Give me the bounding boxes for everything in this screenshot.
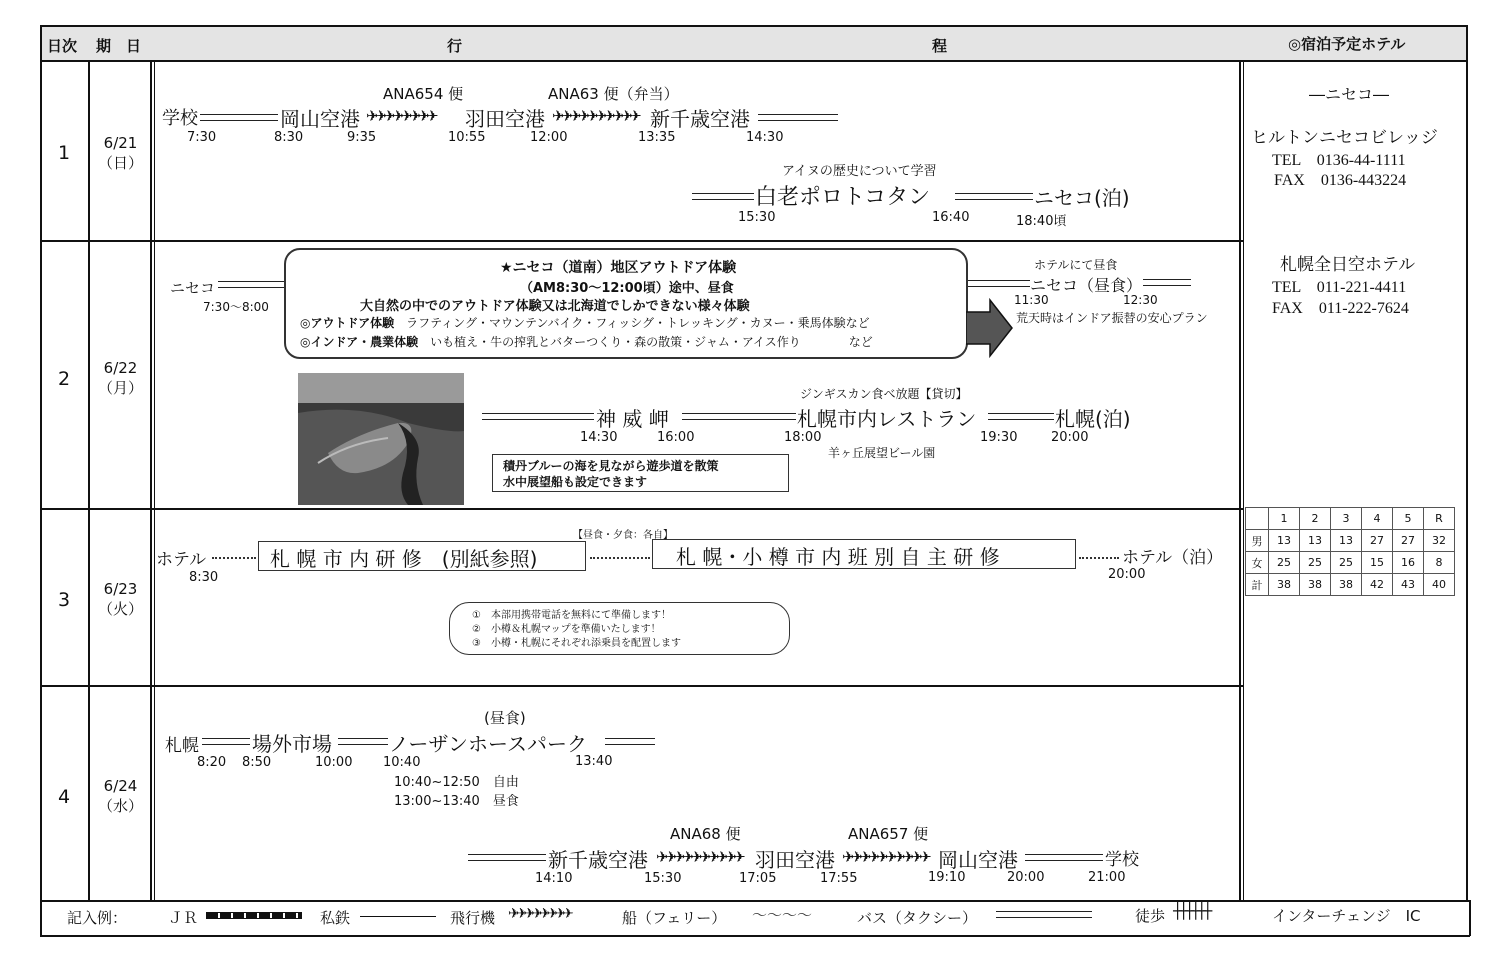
time: 8:30 [189, 570, 219, 585]
day-date: 6/24 （水） [97, 777, 143, 815]
hotel-name: ヒルトンニセコビレッジ [1251, 128, 1438, 148]
day-number: 2 [58, 368, 71, 390]
box-title: ★ニセコ（道南）地区アウトドア体験 [500, 260, 737, 276]
legend-label: 記入例： [67, 909, 128, 927]
note: ホテルにて昼食 [1034, 258, 1118, 272]
note: 荒天時はインドア振替の安心プラン [1016, 311, 1208, 325]
legend-bus: バス（タクシー） [857, 909, 978, 927]
time: 17:55 [820, 871, 858, 886]
rail-line-icon [360, 916, 436, 917]
time: 13:35 [638, 130, 676, 145]
time: 15:30 [738, 210, 776, 225]
time: 12:00 [530, 130, 568, 145]
time: 20:00 [1108, 567, 1146, 582]
flight-label: ANA657 便 [848, 825, 929, 843]
flight-label: ANA654 便 [383, 85, 464, 103]
arrow-right-icon [966, 298, 1014, 360]
plane-route: ✈✈✈✈✈✈✈✈ [366, 107, 435, 125]
place-hotel: ホテル（泊） [1122, 548, 1224, 568]
cape-photo [298, 373, 464, 505]
place-northern-horse-park: ノーザンホースパーク [389, 732, 587, 756]
legend-jr: ＪＲ [168, 909, 199, 927]
training-label: 札 幌 市 内 研 修 (別紙参照) [270, 547, 538, 571]
time: 16:40 [932, 210, 970, 225]
time: 15:30 [644, 871, 682, 886]
walk-line-icon: ┼┼┼┼┼┼ [1173, 902, 1210, 920]
time: 8:30 [274, 130, 304, 145]
ship-line-icon: ～～～～ [752, 906, 813, 924]
time: 21:00 [1088, 870, 1126, 885]
legend-private-rail: 私鉄 [320, 909, 351, 927]
time: 12:30 [1123, 293, 1158, 307]
place-haneda-airport: 羽田空港 [755, 848, 835, 872]
plane-route: ✈✈✈✈✈✈✈✈✈✈ [656, 848, 742, 866]
place-haneda-airport: 羽田空港 [465, 107, 545, 131]
day-number: 1 [58, 142, 71, 164]
plane-route: ✈✈✈✈✈✈✈✈✈✈ [842, 848, 928, 866]
hotel-tel: TEL 0136-44-1111 [1272, 152, 1406, 169]
hotel-fax: FAX 0136-443224 [1274, 172, 1407, 189]
time: 17:05 [739, 871, 777, 886]
time: 8:50 [242, 755, 272, 770]
schedule: 10:40~12:50 自由 [394, 775, 519, 790]
time: 20:00 [1007, 870, 1045, 885]
time: 14:30 [746, 130, 784, 145]
day-date: 6/22 （月） [97, 359, 143, 397]
box-line: 大自然の中でのアウトドア体験又は北海道でしかできない様々体験 [360, 299, 750, 314]
time: 14:30 [580, 430, 618, 445]
day-number: 3 [58, 589, 71, 611]
flight-label: ANA63 便（弁当） [548, 85, 679, 103]
place-shinchitose-airport: 新千歳空港 [650, 107, 750, 131]
time: 20:00 [1051, 430, 1089, 445]
place-sapporo-restaurant: 札幌市内レストラン [797, 407, 977, 431]
legend-walk: 徒歩 [1135, 907, 1166, 925]
room-table [1245, 507, 1455, 596]
place-sapporo: 札幌(泊) [1055, 407, 1131, 431]
time: 14:10 [535, 871, 573, 886]
table-row: 1 2 3 4 5 R [1246, 508, 1455, 530]
box-line: （AM8:30～12:00頃）途中、昼食 [520, 281, 734, 296]
hotel-area: ―ニセコ― [1309, 85, 1390, 104]
time: 10:00 [315, 755, 353, 770]
place-okayama-airport: 岡山空港 [280, 107, 360, 131]
time: 8:20 [197, 755, 227, 770]
place-shinchitose-airport: 新千歳空港 [548, 848, 648, 872]
time: 18:00 [784, 430, 822, 445]
day-number: 4 [58, 786, 71, 808]
table-row: 計 38 38 38 42 43 40 [1246, 574, 1455, 596]
legend-ic: インターチェンジ IC [1272, 907, 1421, 925]
training-label: 札 幌・小 樽 市 内 班 別 自 主 研 修 [676, 545, 1000, 569]
box-line: ◎インドア・農業体験 いも植え・牛の搾乳とバターつくり・森の散策・ジャム・アイス作り など [300, 335, 873, 349]
header-date: 期 日 [96, 37, 142, 55]
legend-plane: 飛行機 [450, 909, 496, 927]
note: ③ 小樽・札幌にそれぞれ添乗員を配置します [472, 638, 681, 649]
note: アイヌの歴史について学習 [782, 164, 937, 179]
lunch-label: (昼食) [484, 709, 526, 727]
plane-line-icon: ✈✈✈✈✈✈✈✈ [508, 906, 570, 922]
place-shiraoi: 白老ポロトコタン [755, 185, 931, 210]
time: 19:30 [980, 430, 1018, 445]
place-hotel: ホテル [156, 550, 207, 570]
time: 7:30 [187, 130, 217, 145]
table-row: 男 13 13 13 27 27 32 [1246, 530, 1455, 552]
note: ① 本部用携帯電話を無料にて準備します！ [472, 610, 671, 621]
place-school: 学校 [1105, 850, 1139, 870]
hotel-fax: FAX 011-222-7624 [1272, 300, 1409, 317]
day-date: 6/23 （火） [97, 580, 143, 618]
header-itinerary-2: 程 [932, 37, 948, 55]
note: 【昼食・夕食：各自】 [573, 530, 673, 541]
time: 7:30～8:00 [203, 300, 269, 314]
place-niseko: ニセコ(泊) [1034, 186, 1130, 210]
header-day: 日次 [47, 37, 78, 55]
time: 16:00 [657, 430, 695, 445]
schedule: 13:00~13:40 昼食 [394, 794, 519, 809]
header-itinerary-1: 行 [447, 37, 463, 55]
bus-line-icon [996, 911, 1092, 918]
time: 19:10 [928, 870, 966, 885]
flight-label: ANA68 便 [670, 825, 741, 843]
time: 13:40 [575, 754, 613, 769]
header-hotel: ◎宿泊予定ホテル [1288, 35, 1406, 53]
note: 積丹ブルーの海を見ながら遊歩道を散策 [503, 459, 719, 473]
time: 9:35 [347, 130, 377, 145]
legend-ship: 船（フェリー） [622, 909, 727, 927]
time: 11:30 [1014, 293, 1049, 307]
place-okayama-airport: 岡山空港 [938, 848, 1018, 872]
note: ② 小樽＆札幌マップを準備いたします！ [472, 624, 661, 635]
note: ジンギスカン食べ放題【貸切】 [800, 387, 968, 401]
hotel-tel: TEL 011-221-4411 [1272, 279, 1407, 296]
note: 水中展望船も設定できます [503, 475, 648, 489]
hotel-name: 札幌全日空ホテル [1280, 255, 1416, 275]
place-market: 場外市場 [252, 732, 332, 756]
jr-line-icon [206, 912, 302, 919]
box-line: ◎アウトドア体験 ラフティング・マウンテンバイク・フィッシグ・トレッキング・カヌー・乗馬体験など [300, 316, 870, 330]
place-niseko-lunch: ニセコ（昼食） [1030, 276, 1143, 295]
place-school: 学校 [162, 108, 198, 129]
time: 10:40 [383, 755, 421, 770]
day-date: 6/21 （日） [97, 134, 143, 172]
table-row: 女 25 25 25 15 16 8 [1246, 552, 1455, 574]
place-niseko: ニセコ [170, 279, 216, 297]
place-sapporo: 札幌 [165, 736, 199, 756]
place-kamui-misaki: 神 威 岬 [596, 407, 669, 431]
time: 18:40頃 [1016, 214, 1067, 229]
note: 羊ヶ丘展望ビール園 [828, 446, 936, 460]
plane-route: ✈✈✈✈✈✈✈✈✈✈ [552, 107, 638, 125]
time: 10:55 [448, 130, 486, 145]
